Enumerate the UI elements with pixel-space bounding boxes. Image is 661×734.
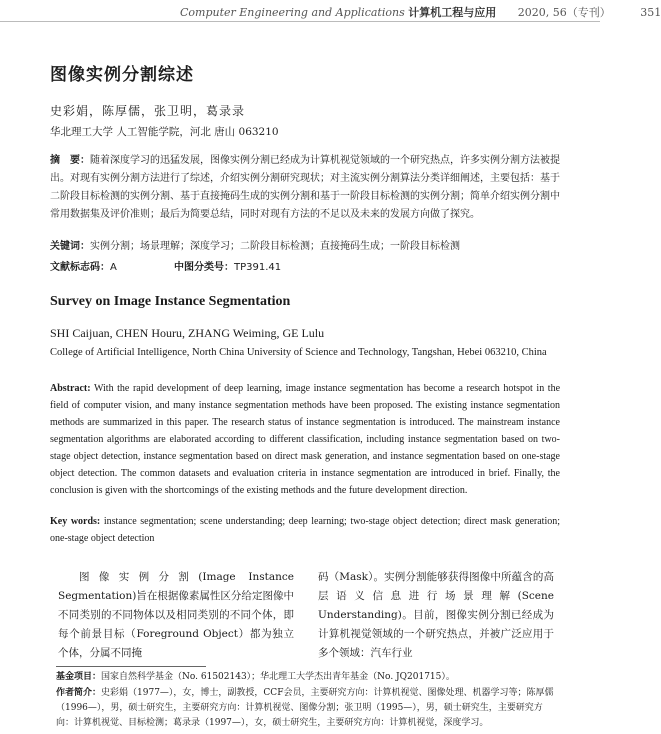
en-abstract-label: Abstract: [50, 383, 91, 394]
volume-issue: 2020, 56（专刊） [517, 6, 611, 19]
cn-title: 图像实例分割综述 [50, 65, 194, 85]
cn-keywords-label: 关键词： [50, 241, 90, 252]
en-keywords [50, 513, 560, 547]
en-authors: SHI Caijuan, CHEN Houru, ZHANG Weiming, GE Lulu [50, 326, 325, 340]
en-title: Survey on Image Instance Segmentation [50, 294, 291, 309]
cn-authors: 史彩娟，陈厚儒，张卫明，葛录录 [50, 104, 246, 118]
clc-code: TP391.41 [234, 262, 282, 273]
journal-name-cn: 计算机工程与应用 [408, 6, 497, 19]
doc-code: A [110, 262, 117, 273]
en-abstract [50, 380, 560, 499]
author-bio-text: 史彩娟（1977—），女，博士，副教授，CCF会员，主要研究方向：计算机视觉、图像处理、机器学习等；陈厚儒（1996—），男，硕士研究生，主要研究方向：计算机视觉、图像分割；张卫明（1995—），男，硕士研究生，主要研究方向：计算机视觉、目标检测；葛录录（1997—），女，硕士研究生，主要研究方向：计算机视觉，深度学习。 [56, 688, 554, 728]
running-header [180, 4, 661, 20]
en-keywords-text: instance segmentation; scene understanding; deep learning; two-stage object detection; direct mask generation; one-stage object detection [50, 516, 560, 544]
journal-name-en: Computer Engineering and Applications [180, 6, 405, 19]
en-affiliation: College of Artificial Intelligence, North China University of Science and Technology, Tangshan, Hebei 063210, China [50, 347, 547, 358]
cn-abstract-label: 摘 要： [50, 155, 90, 166]
doc-code-label: 文献标志码： [50, 262, 110, 273]
cn-abstract [50, 152, 560, 224]
cn-keywords-text: 实例分割；场景理解；深度学习；二阶段目标检测；直接掩码生成；一阶段目标检测 [90, 241, 460, 252]
footnote-fund [56, 670, 556, 685]
body-column-left: 图像实例分割(Image Instance Segmentation)旨在根据像素属性区分给定图像中不同类别的不同物体以及相同类别的不同个体，即每个前景目标（Foreground Object）都为独立个体，分属不同掩 [58, 571, 294, 659]
fund-label: 基金项目： [56, 672, 102, 682]
cn-classification [50, 258, 550, 273]
body-column-right: 码（Mask）。实例分割能够获得图像中所蕴含的高层语义信息进行场景理解(Scene Understanding)。目前，图像实例分割已经成为计算机视觉领域的一个研究热点，并被广泛应用于多个领域：汽车行业 [318, 571, 554, 659]
cn-keywords [50, 238, 560, 256]
footnote-divider [56, 666, 206, 667]
en-keywords-label: Key words: [50, 516, 101, 527]
author-bio-label: 作者简介： [56, 688, 102, 698]
fund-text: 国家自然科学基金（No. 61502143）；华北理工大学杰出青年基金（No. JQ201715）。 [101, 672, 455, 682]
en-abstract-text: With the rapid development of deep learning, image instance segmentation has become a research hotspot in the field of computer vision, and many instance segmentation methods have been proposed. The existing instance segmentation methods are summarized in this paper. The research status of instance segmentation is introduced. The mainstream instance segmentation algorithms are elaborated according to different classification, including instance segmentation based on two-stage object detection, instance segmentation based on direct mask generation, and instance segmentation based on one-stage object detection. The common datasets and evaluation criteria in instance segmentation are introduced in brief. Finally, the conclusion is given with the shortcomings of the existing methods and the future development direction. [50, 383, 561, 496]
cn-affiliation: 华北理工大学 人工智能学院，河北 唐山 063210 [50, 126, 279, 138]
header-divider [0, 21, 600, 22]
page-number: 351 [640, 6, 661, 19]
clc-label: 中图分类号： [174, 262, 234, 273]
cn-abstract-text: 随着深度学习的迅猛发展，图像实例分割已经成为计算机视觉领域的一个研究热点，许多实例分割方法被提出。对现有实例分割方法进行了综述，介绍实例分割研究现状；对主流实例分割算法分类详细阐述，主要包括：基于二阶段目标检测的实例分割、基于直接掩码生成的实例分割和基于一阶段目标检测的实例分割；简单介绍实例分割中常用数据集及评价准则；最后为简要总结，同时对现有方法的不足以及未来的发展方向做了探究。 [50, 155, 560, 220]
footnote-author-bio [56, 686, 556, 731]
